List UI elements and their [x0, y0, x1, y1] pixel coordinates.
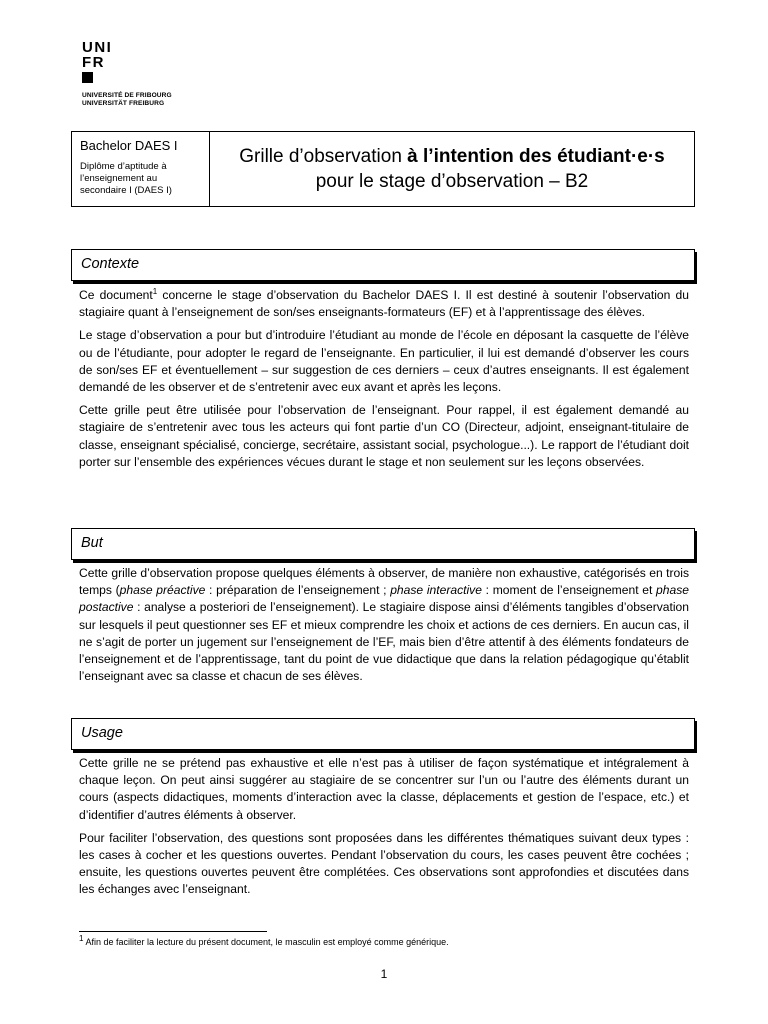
footnote-reference: 1	[152, 286, 158, 296]
paragraph: Cette grille ne se prétend pas exhaustive et elle n’est pas à utiliser de façon systématique et intégralement à chaque leçon. On peut ainsi suggérer au stagiaire de se concentrer sur l’un ou l’autre des éléments durant un cours (aspects didactiques, moments d’interaction avec la classe, déplacements et gestion de l’espace, etc.) et d’identifier d’autres éléments à observer.	[79, 756, 689, 822]
text-emphasis: phase postactive	[79, 583, 689, 615]
footnote-separator	[79, 931, 267, 932]
section-body-but	[79, 565, 689, 691]
university-logo	[82, 40, 172, 108]
section-body-usage	[79, 755, 689, 905]
section-body-contexte	[79, 287, 689, 477]
header-table	[71, 131, 695, 207]
title-part-regular: Grille d’observation	[239, 146, 408, 167]
text-run: Ce document	[79, 288, 153, 302]
paragraph: Cette grille peut être utilisée pour l’observation de l’enseignant. Pour rappel, il est également demandé au stagiaire de s’entretenir avec tous les acteurs qui font partie d’un CO (Directeur, adjoint, enseignant-titulaire de classe, enseignant spécialisé, concierge, secrétaire, assistant social, psychologue...). Le rapport de l’étudiant doit porter sur l’ensemble des expériences vécues durant le stage et non seulement sur les leçons observées.	[79, 403, 689, 469]
paragraph	[79, 565, 689, 685]
title-part-bold: à l’intention des étudiant·e·s	[407, 146, 665, 167]
document-title	[210, 132, 694, 206]
section-heading-contexte	[71, 249, 695, 281]
text-emphasis: phase préactive	[119, 583, 206, 598]
header-program-cell	[72, 132, 210, 206]
footnote-mark: 1	[79, 934, 84, 943]
program-name: Bachelor DAES I	[80, 138, 178, 153]
section-title: Contexte	[81, 256, 140, 272]
section-heading-usage	[71, 718, 695, 750]
footnote-text: Afin de faciliter la lecture du présent document, le masculin est employé comme générique.	[83, 937, 449, 947]
footnote	[79, 934, 449, 947]
logo-mark-line2: FR	[82, 54, 105, 71]
logo-subtitle-fr: UNIVERSITÉ DE FRIBOURG	[82, 92, 172, 99]
section-heading-but	[71, 528, 695, 560]
text-run: concerne le stage d’observation du Bachelor DAES I. Il est destiné à soutenir l’observation du stagiaire quant à l’enseignement de son/ses enseignants-formateurs (EF) et à l’apprentissage des élèves.	[79, 288, 690, 320]
logo-mark-line1: UNI	[82, 39, 113, 56]
program-description: Diplôme d’aptitude à l’enseignement au secondaire I (DAES I)	[80, 161, 172, 196]
title-line2: pour le stage d’observation – B2	[315, 171, 589, 192]
text-run: : préparation de l’enseignement ;	[205, 583, 391, 598]
text-run: Cette grille d’observation propose quelques éléments à observer, de manière non exhaustive, catégorisés en trois temps (	[79, 566, 689, 598]
paragraph: Le stage d’observation a pour but d’introduire l’étudiant au monde de l’école en déposant la casquette de l’élève ou de l’étudiante, pour adopter le regard de l’enseignante. En particulier, il lui est demandé d’observer les cours de son/ses EF et éventuellement – sur suggestion de ces derniers – ceux d’autres enseignants. Il est également demandé de les observer et de s’entretenir avec eux avant et après les leçons.	[79, 328, 689, 395]
logo-subtitle-de: UNIVERSITÄT FREIBURG	[82, 100, 165, 107]
section-title: But	[81, 535, 103, 551]
text-run: : moment de l’enseignement et	[481, 583, 657, 598]
page-number: 1	[380, 967, 388, 981]
paragraph: Pour faciliter l’observation, des questions sont proposées dans les différentes thématiques suivant deux types : les cases à cocher et les questions ouvertes. Pendant l’observation du cours, les cases peuvent être cochées ; ensuite, les questions ouvertes peuvent être complétées. Ces observations sont approfondies et discutées dans les échanges avec l’enseignant.	[79, 830, 689, 897]
section-title: Usage	[81, 725, 123, 741]
text-run: : analyse a posteriori de l’enseignement). Le stagiaire dispose ainsi d’éléments tangibles d’observation sur lesquels il peut questionner ses EF et mieux comprendre les choix et actions de ces derniers. En aucun cas, il ne s’agit de porter un jugement sur l’enseignement de l’EF, mais bien d’être attentif à des éléments fondateurs de l’enseignement et de l’apprentissage, tant du point de vue didactique que dans la relation pédagogique qu’établit l’enseignant avec sa classe et chacun de ses élèves.	[79, 600, 689, 684]
logo-square-icon	[82, 72, 93, 83]
paragraph	[79, 287, 689, 321]
text-emphasis: phase interactive	[390, 583, 482, 598]
